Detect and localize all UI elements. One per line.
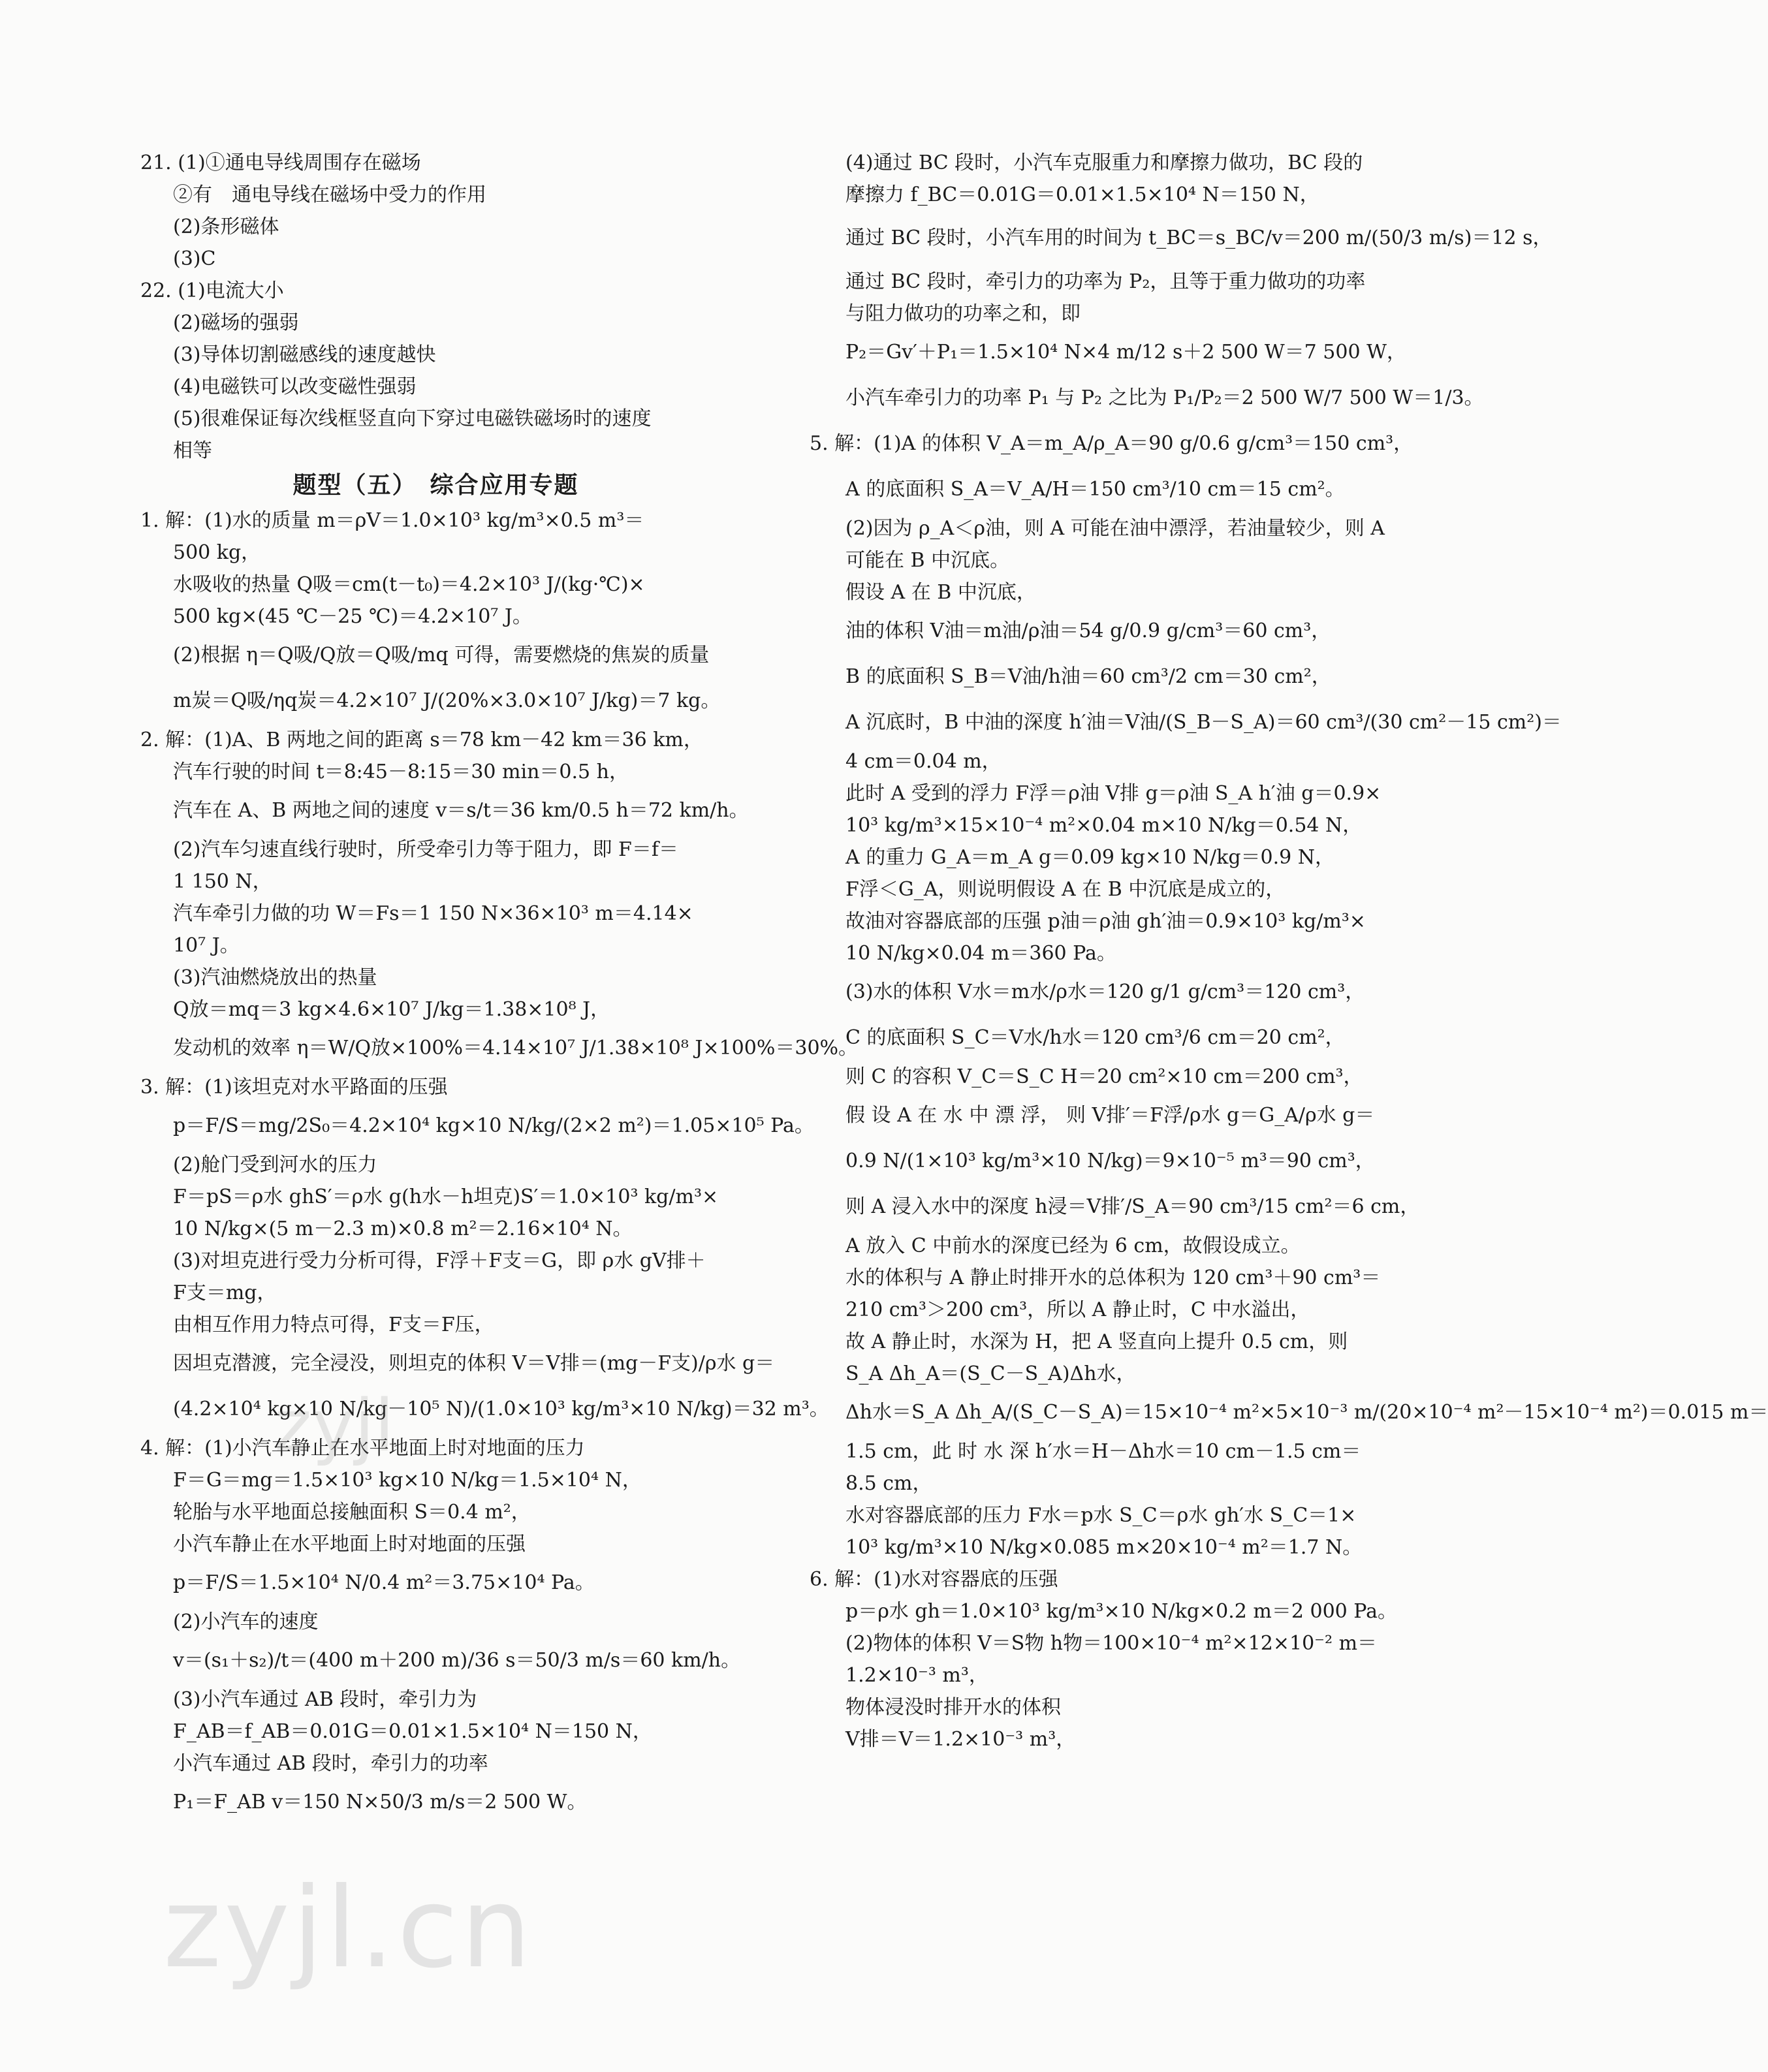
- right-column-line: 则 A 浸入水中的深度 h浸＝V排′/S_A＝90 cm³/15 cm²＝6 cm，: [845, 1195, 1420, 1218]
- left-column-line: (4.2×10⁴ kg×10 N/kg－10⁵ N)/(1.0×10³ kg/m³×10 N/kg)＝32 m³。: [173, 1398, 829, 1421]
- right-column-line: p＝ρ水 gh＝1.0×10³ kg/m³×10 N/kg×0.2 m＝2 000 Pa。: [845, 1600, 1398, 1623]
- left-column-line: 题型（五） 综合应用专题: [292, 472, 579, 499]
- left-column-line: (3)汽油燃烧放出的热量: [173, 966, 377, 989]
- left-column-line: F＝pS＝ρ水 ghS′＝ρ水 g(h水－h坦克)S′＝1.0×10³ kg/m³×: [173, 1185, 719, 1208]
- right-column-line: B 的底面积 S_B＝V油/h油＝60 cm³/2 cm＝30 cm²，: [845, 665, 1331, 688]
- right-column-line: (2)因为 ρ_A＜ρ油，则 A 可能在油中漂浮，若油量较少，则 A: [845, 517, 1385, 540]
- right-column-line: (3)水的体积 V水＝m水/ρ水＝120 g/1 g/cm³＝120 cm³，: [845, 981, 1365, 1003]
- left-column-line: p＝F/S＝1.5×10⁴ N/0.4 m²＝3.75×10⁴ Pa。: [173, 1571, 595, 1594]
- left-column-line: 汽车行驶的时间 t＝8:45－8:15＝30 min＝0.5 h，: [173, 761, 629, 783]
- left-column-line: 由相互作用力特点可得，F支＝F压，: [173, 1313, 494, 1336]
- right-column-line: P₂＝Gv′＋P₁＝1.5×10⁴ N×4 m/12 s＋2 500 W＝7 500 W，: [845, 341, 1406, 364]
- right-column-line: 4 cm＝0.04 m，: [845, 750, 1002, 773]
- right-column-line: Δh水＝S_A Δh_A/(S_C－S_A)＝15×10⁻⁴ m²×5×10⁻³ m/(20×10⁻⁴ m²－15×10⁻⁴ m²)＝0.015 m＝: [845, 1401, 1768, 1424]
- right-column-line: A 的重力 G_A＝m_A g＝0.09 kg×10 N/kg＝0.9 N，: [845, 846, 1335, 869]
- right-column-line: V排＝V＝1.2×10⁻³ m³，: [845, 1728, 1076, 1751]
- right-column-line: 10 N/kg×0.04 m＝360 Pa。: [845, 942, 1116, 965]
- right-column-line: 假设 A 在 B 中沉底，: [845, 581, 1036, 604]
- left-column-line: ②有 通电导线在磁场中受力的作用: [173, 183, 486, 206]
- left-column-line: Q放＝mq＝3 kg×4.6×10⁷ J/kg＝1.38×10⁸ J，: [173, 998, 610, 1021]
- right-column-line: C 的底面积 S_C＝V水/h水＝120 cm³/6 cm＝20 cm²，: [845, 1026, 1345, 1049]
- left-column-line: 4. 解：(1)小汽车静止在水平地面上时对地面的压力: [140, 1437, 585, 1460]
- left-column-line: v＝(s₁＋s₂)/t＝(400 m＋200 m)/36 s＝50/3 m/s＝60 km/h。: [173, 1649, 741, 1672]
- left-column-line: (3)C: [173, 247, 216, 270]
- right-column-line: 故油对容器底部的压强 p油＝ρ油 gh′油＝0.9×10³ kg/m³×: [845, 910, 1366, 933]
- left-column-line: (5)很难保证每次线框竖直向下穿过电磁铁磁场时的速度: [173, 407, 652, 430]
- right-column-line: 1.5 cm，此 时 水 深 h′水＝H－Δh水＝10 cm－1.5 cm＝: [845, 1440, 1361, 1463]
- right-column-line: 通过 BC 段时，小汽车用的时间为 t_BC＝s_BC/v＝200 m/(50/3 m/s)＝12 s，: [845, 227, 1553, 249]
- left-column-line: 21. (1)①通电导线周围存在磁场: [140, 151, 421, 174]
- left-column-line: 10 N/kg×(5 m－2.3 m)×0.8 m²＝2.16×10⁴ N。: [173, 1217, 633, 1240]
- right-column-line: 摩擦力 f_BC＝0.01G＝0.01×1.5×10⁴ N＝150 N，: [845, 183, 1319, 206]
- left-column-line: 10⁷ J。: [173, 934, 240, 957]
- left-column-line: (2)根据 η＝Q吸/Q放＝Q吸/mq 可得，需要燃烧的焦炭的质量: [173, 644, 710, 667]
- left-column: [140, 147, 859, 1825]
- right-column-line: 210 cm³＞200 cm³，所以 A 静止时，C 中水溢出，: [845, 1298, 1310, 1321]
- left-column-line: (3)对坦克进行受力分析可得，F浮＋F支＝G，即 ρ水 gV排＋: [173, 1249, 706, 1272]
- right-column-line: 水的体积与 A 静止时排开水的总体积为 120 cm³＋90 cm³＝: [845, 1266, 1381, 1289]
- left-column-line: 汽车在 A、B 两地之间的速度 v＝s/t＝36 km/0.5 h＝72 km/h。: [173, 799, 749, 822]
- left-column-line: 小汽车通过 AB 段时，牵引力的功率: [173, 1752, 488, 1775]
- right-column-line: 通过 BC 段时，牵引力的功率为 P₂，且等于重力做功的功率: [845, 270, 1366, 293]
- right-column-line: 小汽车牵引力的功率 P₁ 与 P₂ 之比为 P₁/P₂＝2 500 W/7 500 W＝1/3。: [845, 386, 1484, 409]
- left-column-line: m炭＝Q吸/ηq炭＝4.2×10⁷ J/(20%×3.0×10⁷ J/kg)＝7 kg。: [173, 689, 721, 712]
- watermark-small: zyjl: [274, 1384, 394, 1468]
- right-column-line: A 的底面积 S_A＝V_A/H＝150 cm³/10 cm＝15 cm²。: [845, 478, 1345, 501]
- left-column-line: 水吸收的热量 Q吸＝cm(t－t₀)＝4.2×10³ J/(kg·℃)×: [173, 573, 645, 596]
- left-column-line: (2)磁场的强弱: [173, 311, 299, 334]
- left-column-line: 轮胎与水平地面总接触面积 S＝0.4 m²，: [173, 1501, 531, 1524]
- right-column: [810, 147, 1768, 1755]
- left-column-line: p＝F/S＝mg/2S₀＝4.2×10⁴ kg×10 N/kg/(2×2 m²)＝1.05×10⁵ Pa。: [173, 1114, 814, 1137]
- left-column-line: 相等: [173, 439, 212, 462]
- right-column-line: 可能在 B 中沉底。: [845, 549, 1010, 572]
- right-column-line: A 放入 C 中前水的深度已经为 6 cm，故假设成立。: [845, 1234, 1301, 1257]
- left-column-line: P₁＝F_AB v＝150 N×50/3 m/s＝2 500 W。: [173, 1791, 587, 1813]
- left-column-line: 因坦克潜渡，完全浸没，则坦克的体积 V＝V排＝(mg－F支)/ρ水 g＝: [173, 1352, 775, 1375]
- left-column-line: (2)汽车匀速直线行驶时，所受牵引力等于阻力，即 F＝f＝: [173, 838, 678, 861]
- right-column-line: 5. 解：(1)A 的体积 V_A＝m_A/ρ_A＝90 g/0.6 g/cm³＝150 cm³，: [810, 432, 1413, 455]
- left-column-line: (2)舱门受到河水的压力: [173, 1154, 377, 1176]
- left-column-line: 1. 解：(1)水的质量 m＝ρV＝1.0×10³ kg/m³×0.5 m³＝: [140, 509, 644, 532]
- left-column-line: 500 kg，: [173, 541, 261, 564]
- left-column-line: 1 150 N，: [173, 870, 272, 893]
- left-column-line: (2)小汽车的速度: [173, 1610, 319, 1633]
- right-column-line: 10³ kg/m³×15×10⁻⁴ m²×0.04 m×10 N/kg＝0.54 N，: [845, 814, 1363, 837]
- left-column-line: (3)导体切割磁感线的速度越快: [173, 343, 436, 366]
- right-column-line: 物体浸没时排开水的体积: [845, 1696, 1061, 1719]
- right-column-line: 此时 A 受到的浮力 F浮＝ρ油 V排 g＝ρ油 S_A h′油 g＝0.9×: [845, 782, 1381, 805]
- right-column-line: S_A Δh_A＝(S_C－S_A)Δh水，: [845, 1362, 1136, 1385]
- right-column-line: F浮＜G_A，则说明假设 A 在 B 中沉底是成立的，: [845, 878, 1286, 901]
- right-column-line: 与阻力做功的功率之和，即: [845, 302, 1081, 325]
- right-column-line: (2)物体的体积 V＝S物 h物＝100×10⁻⁴ m²×12×10⁻² m＝: [845, 1632, 1378, 1655]
- right-column-line: 油的体积 V油＝m油/ρ油＝54 g/0.9 g/cm³＝60 cm³，: [845, 620, 1331, 642]
- left-column-line: 汽车牵引力做的功 W＝Fs＝1 150 N×36×10³ m＝4.14×: [173, 902, 693, 925]
- right-column-line: 1.2×10⁻³ m³，: [845, 1664, 988, 1687]
- left-column-line: 发动机的效率 η＝W/Q放×100%＝4.14×10⁷ J/1.38×10⁸ J×100%＝30%。: [173, 1037, 859, 1060]
- watermark: zyjl.cn: [163, 1864, 534, 1993]
- right-column-line: 假 设 A 在 水 中 漂 浮， 则 V排′＝F浮/ρ水 g＝G_A/ρ水 g＝: [845, 1104, 1375, 1127]
- left-column-line: (4)电磁铁可以改变磁性强弱: [173, 375, 417, 398]
- right-column-line: 6. 解：(1)水对容器底的压强: [810, 1568, 1058, 1591]
- right-column-line: 则 C 的容积 V_C＝S_C H＝20 cm²×10 cm＝200 cm³，: [845, 1065, 1363, 1088]
- right-column-line: 10³ kg/m³×10 N/kg×0.085 m×20×10⁻⁴ m²＝1.7 N。: [845, 1536, 1363, 1559]
- left-column-line: 3. 解：(1)该坦克对水平路面的压强: [140, 1076, 448, 1099]
- left-column-line: (3)小汽车通过 AB 段时，牵引力为: [173, 1688, 477, 1711]
- right-column-line: 故 A 静止时，水深为 H，把 A 竖直向上提升 0.5 cm，则: [845, 1330, 1348, 1353]
- left-column-line: 2. 解：(1)A、B 两地之间的距离 s＝78 km－42 km＝36 km，: [140, 729, 703, 751]
- right-column-line: 0.9 N/(1×10³ kg/m³×10 N/kg)＝9×10⁻⁵ m³＝90 cm³，: [845, 1150, 1375, 1172]
- left-column-line: 小汽车静止在水平地面上时对地面的压强: [173, 1533, 526, 1556]
- right-column-line: 水对容器底部的压力 F水＝p水 S_C＝ρ水 gh′水 S_C＝1×: [845, 1504, 1357, 1527]
- left-column-line: (2)条形磁体: [173, 215, 279, 238]
- right-column-line: (4)通过 BC 段时，小汽车克服重力和摩擦力做功，BC 段的: [845, 151, 1363, 174]
- left-column-line: 500 kg×(45 ℃－25 ℃)＝4.2×10⁷ J。: [173, 605, 532, 628]
- right-column-line: 8.5 cm，: [845, 1472, 932, 1495]
- left-column-line: F＝G＝mg＝1.5×10³ kg×10 N/kg＝1.5×10⁴ N，: [173, 1469, 642, 1492]
- left-column-line: F支＝mg，: [173, 1281, 277, 1304]
- right-column-line: A 沉底时，B 中油的深度 h′油＝V油/(S_B－S_A)＝60 cm³/(30 cm²－15 cm²)＝: [845, 711, 1562, 734]
- left-column-line: F_AB＝f_AB＝0.01G＝0.01×1.5×10⁴ N＝150 N，: [173, 1720, 652, 1743]
- left-column-line: 22. (1)电流大小: [140, 279, 284, 302]
